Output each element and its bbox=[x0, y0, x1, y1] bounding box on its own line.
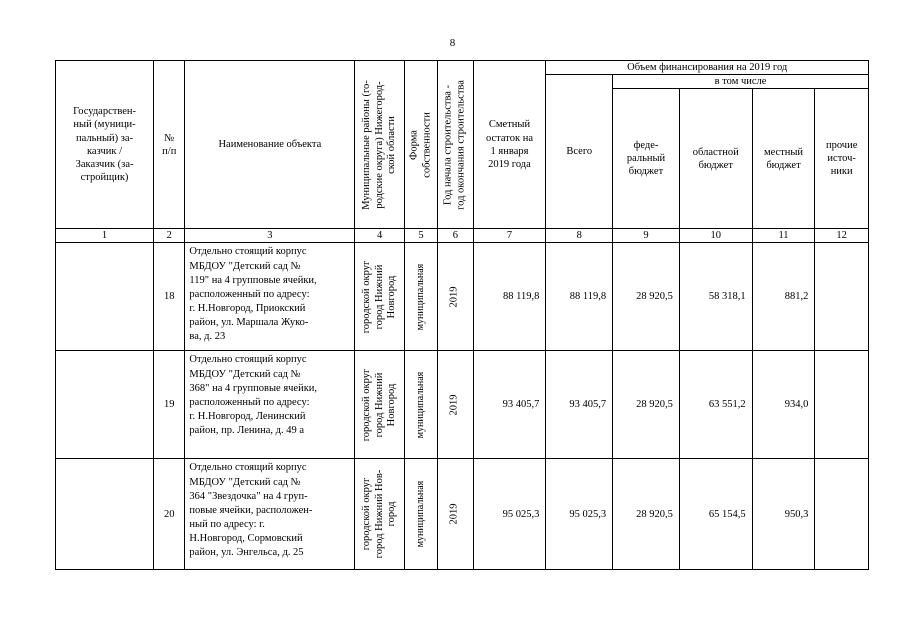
header-years-cell bbox=[438, 61, 473, 229]
header-including: в том числе bbox=[613, 75, 869, 89]
header-ownership: Форма собственности bbox=[408, 111, 433, 178]
row-total: 95 025,3 bbox=[546, 459, 613, 570]
row-balance: 93 405,7 bbox=[473, 351, 546, 459]
row-customer bbox=[56, 351, 154, 459]
header-financing-title: Объем финансирования на 2019 год bbox=[546, 61, 869, 75]
header-ownership-cell bbox=[404, 61, 437, 229]
header-municipality: Муниципальные районы (го- родские округа) Нижегород- ской области bbox=[360, 79, 397, 210]
table-row bbox=[56, 459, 869, 570]
row-other bbox=[815, 459, 869, 570]
row-year: 2019 bbox=[449, 394, 461, 416]
row-ownership: муниципальная bbox=[415, 371, 427, 439]
row-ownership-cell bbox=[404, 243, 437, 351]
row-federal: 28 920,5 bbox=[613, 459, 680, 570]
row-other bbox=[815, 351, 869, 459]
row-object-name: Отдельно стоящий корпус МБДОУ "Детский сад № 364 "Звездочка" на 4 груп- повые ячейки, расположен- ный по адресу: г. Н.Новгород, Сормовский район, ул. Энгельса, д. 25 bbox=[185, 459, 355, 570]
header-local: местный бюджет bbox=[752, 89, 815, 229]
column-number-row bbox=[56, 229, 869, 243]
row-ownership-cell bbox=[404, 459, 437, 570]
page-number: 8 bbox=[449, 37, 456, 49]
row-local: 881,2 bbox=[752, 243, 815, 351]
header-other: прочие источ- ники bbox=[815, 89, 869, 229]
row-total: 93 405,7 bbox=[546, 351, 613, 459]
row-balance: 95 025,3 bbox=[473, 459, 546, 570]
header-balance: Сметный остаток на 1 января 2019 года bbox=[473, 61, 546, 229]
row-other bbox=[815, 243, 869, 351]
column-number: 4 bbox=[355, 229, 405, 243]
header-regional: областной бюджет bbox=[679, 89, 752, 229]
column-number: 3 bbox=[185, 229, 355, 243]
row-year: 2019 bbox=[449, 503, 461, 525]
row-object-name: Отдельно стоящий корпус МБДОУ "Детский сад № 119" на 4 групповые ячейки, расположенный по адресу: г. Н.Новгород, Приокский район, ул. Маршала Жуко- ва, д. 23 bbox=[185, 243, 355, 351]
row-regional: 58 318,1 bbox=[679, 243, 752, 351]
financing-table bbox=[55, 60, 869, 570]
row-local: 934,0 bbox=[752, 351, 815, 459]
column-number: 11 bbox=[752, 229, 815, 243]
row-number: 20 bbox=[154, 459, 185, 570]
column-number: 6 bbox=[438, 229, 473, 243]
row-customer bbox=[56, 459, 154, 570]
column-number: 8 bbox=[546, 229, 613, 243]
column-number: 1 bbox=[56, 229, 154, 243]
row-total: 88 119,8 bbox=[546, 243, 613, 351]
column-number: 2 bbox=[154, 229, 185, 243]
row-municipality-cell bbox=[355, 243, 405, 351]
row-ownership-cell bbox=[404, 351, 437, 459]
column-number: 5 bbox=[404, 229, 437, 243]
row-municipality: городской округ город Нижний Новгород bbox=[360, 260, 397, 334]
column-number: 10 bbox=[679, 229, 752, 243]
header-years: Год начала строительства - год окончания строительства bbox=[442, 79, 467, 210]
header-municipality-cell bbox=[355, 61, 405, 229]
row-local: 950,3 bbox=[752, 459, 815, 570]
row-number: 19 bbox=[154, 351, 185, 459]
row-year: 2019 bbox=[449, 286, 461, 308]
header-total: Всего bbox=[546, 75, 613, 229]
column-number: 7 bbox=[473, 229, 546, 243]
row-customer bbox=[56, 243, 154, 351]
row-year-cell bbox=[438, 459, 473, 570]
row-year-cell bbox=[438, 351, 473, 459]
row-year-cell bbox=[438, 243, 473, 351]
header-number: № п/п bbox=[154, 61, 185, 229]
row-municipality: городской округ город Нижний Нов- город bbox=[360, 470, 397, 559]
row-federal: 28 920,5 bbox=[613, 243, 680, 351]
row-federal: 28 920,5 bbox=[613, 351, 680, 459]
row-regional: 65 154,5 bbox=[679, 459, 752, 570]
column-number: 12 bbox=[815, 229, 869, 243]
row-ownership: муниципальная bbox=[415, 481, 427, 548]
row-regional: 63 551,2 bbox=[679, 351, 752, 459]
row-ownership: муниципальная bbox=[415, 263, 427, 331]
row-municipality: городской округ город Нижний Новгород bbox=[360, 368, 397, 442]
row-municipality-cell bbox=[355, 459, 405, 570]
header-customer: Государствен- ный (муници- пальный) за- казчик / Заказчик (за- стройщик) bbox=[56, 61, 154, 229]
header-federal: феде- ральный бюджет bbox=[613, 89, 680, 229]
table-row bbox=[56, 243, 869, 351]
row-balance: 88 119,8 bbox=[473, 243, 546, 351]
header-object-name: Наименование объекта bbox=[185, 61, 355, 229]
column-number: 9 bbox=[613, 229, 680, 243]
row-number: 18 bbox=[154, 243, 185, 351]
row-object-name: Отдельно стоящий корпус МБДОУ "Детский сад № 368" на 4 групповые ячейки, расположенный по адресу: г. Н.Новгород, Ленинский район, пр. Ленина, д. 49 а bbox=[185, 351, 355, 459]
row-municipality-cell bbox=[355, 351, 405, 459]
table-row bbox=[56, 351, 869, 459]
